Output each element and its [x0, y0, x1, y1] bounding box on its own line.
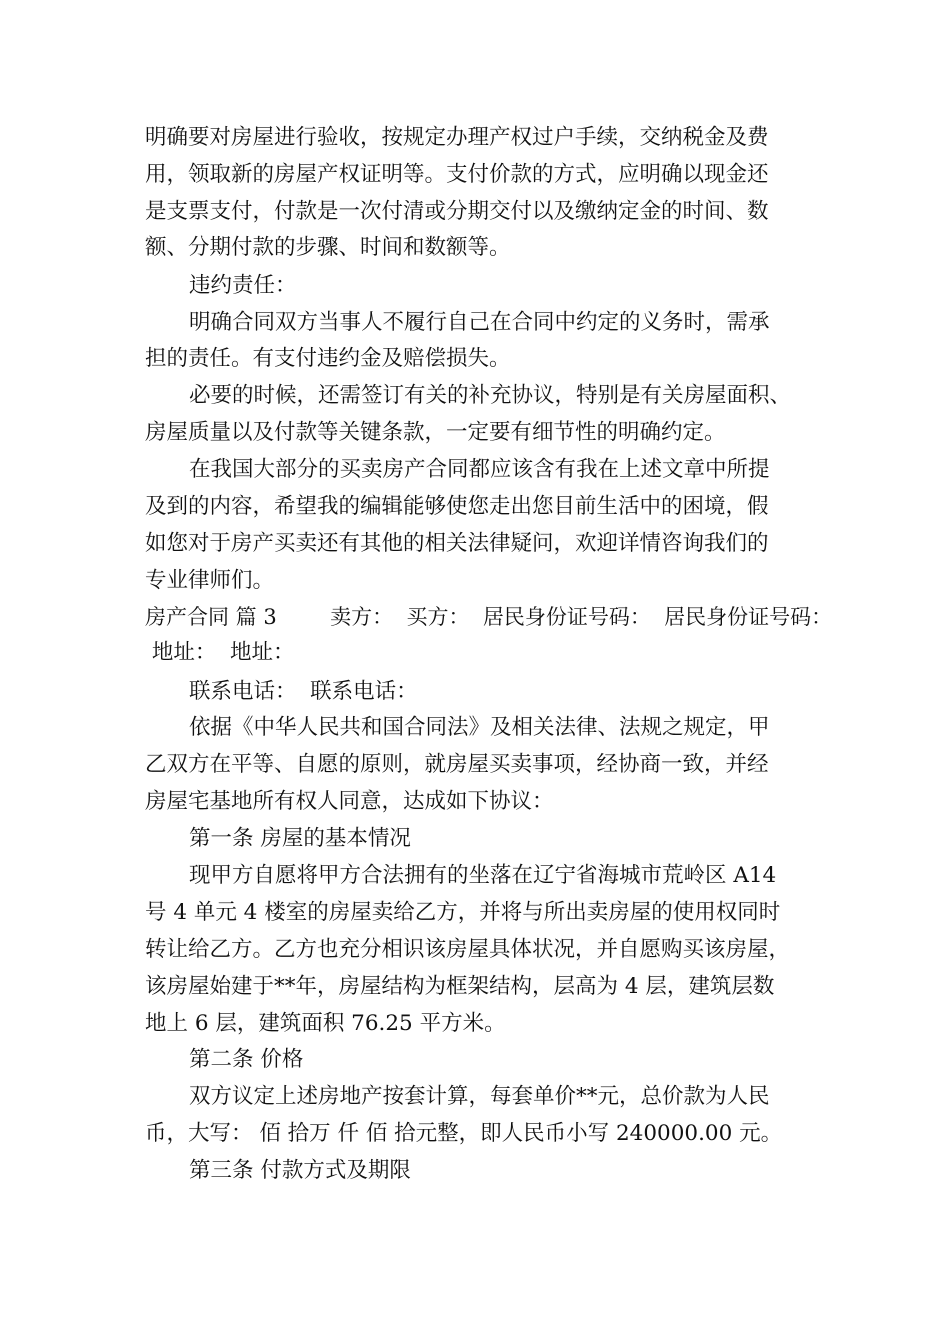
text-line: 地上 6 层，建筑面积 76.25 平方米。 — [145, 1011, 506, 1036]
text-line: 房屋宅基地所有权人同意，达成如下协议： — [145, 789, 554, 814]
text-line: 转让给乙方。乙方也充分相识该房屋具体状况，并自愿购买该房屋， — [145, 937, 791, 962]
text-line: 双方议定上述房地产按套计算，每套单价**元，总价款为人民 — [189, 1084, 770, 1109]
text-line: 用，领取新的房屋产权证明等。支付价款的方式，应明确以现金还 — [145, 162, 769, 187]
text-line: 号 4 单元 4 楼室的房屋卖给乙方，并将与所出卖房屋的使用权同时 — [145, 900, 781, 925]
text-line: 在我国大部分的买卖房产合同都应该含有我在上述文章中所提 — [189, 457, 770, 482]
text-line: 现甲方自愿将甲方合法拥有的坐落在辽宁省海城市荒岭区 A14 — [189, 863, 777, 888]
section-title: 房产合同 篇 3 卖方： 买方： 居民身份证号码： 居民身份证号码： — [145, 605, 833, 629]
text-line: 明确要对房屋进行验收，按规定办理产权过户手续，交纳税金及费 — [145, 125, 769, 150]
article-heading: 第一条 房屋的基本情况 — [189, 826, 411, 851]
text-line: 依据《中华人民共和国合同法》及相关法律、法规之规定，甲 — [189, 715, 770, 740]
text-line: 专业律师们。 — [145, 568, 275, 593]
text-line: 地址： 地址： — [145, 640, 295, 665]
article-heading: 第三条 付款方式及期限 — [189, 1158, 411, 1183]
text-line: 明确合同双方当事人不履行自己在合同中约定的义务时，需承 — [189, 310, 770, 335]
text-line: 担的责任。有支付违约金及赔偿损失。 — [145, 346, 511, 371]
section-heading: 违约责任： — [189, 273, 297, 298]
text-line: 如您对于房产买卖还有其他的相关法律疑问，欢迎详情咨询我们的 — [145, 531, 769, 556]
text-line: 额、分期付款的步骤、时间和数额等。 — [145, 235, 511, 260]
text-line: 联系电话： 联系电话： — [189, 679, 418, 704]
text-line: 必要的时候，还需签订有关的补充协议，特别是有关房屋面积、 — [189, 383, 792, 408]
text-line: 该房屋始建于**年，房屋结构为框架结构，层高为 4 层，建筑层数 — [145, 974, 775, 999]
article-heading: 第二条 价格 — [189, 1047, 304, 1072]
text-line: 及到的内容，希望我的编辑能够使您走出您目前生活中的困境，假 — [145, 494, 769, 519]
text-line: 乙双方在平等、自愿的原则，就房屋买卖事项，经协商一致，并经 — [145, 752, 769, 777]
text-line: 房屋质量以及付款等关键条款，一定要有细节性的明确约定。 — [145, 420, 726, 445]
text-line: 币，大写： 佰 拾万 仟 佰 拾元整，即人民币小写 240000.00 元。 — [145, 1121, 783, 1146]
text-line: 是支票支付，付款是一次付清或分期交付以及缴纳定金的时间、数 — [145, 199, 769, 224]
